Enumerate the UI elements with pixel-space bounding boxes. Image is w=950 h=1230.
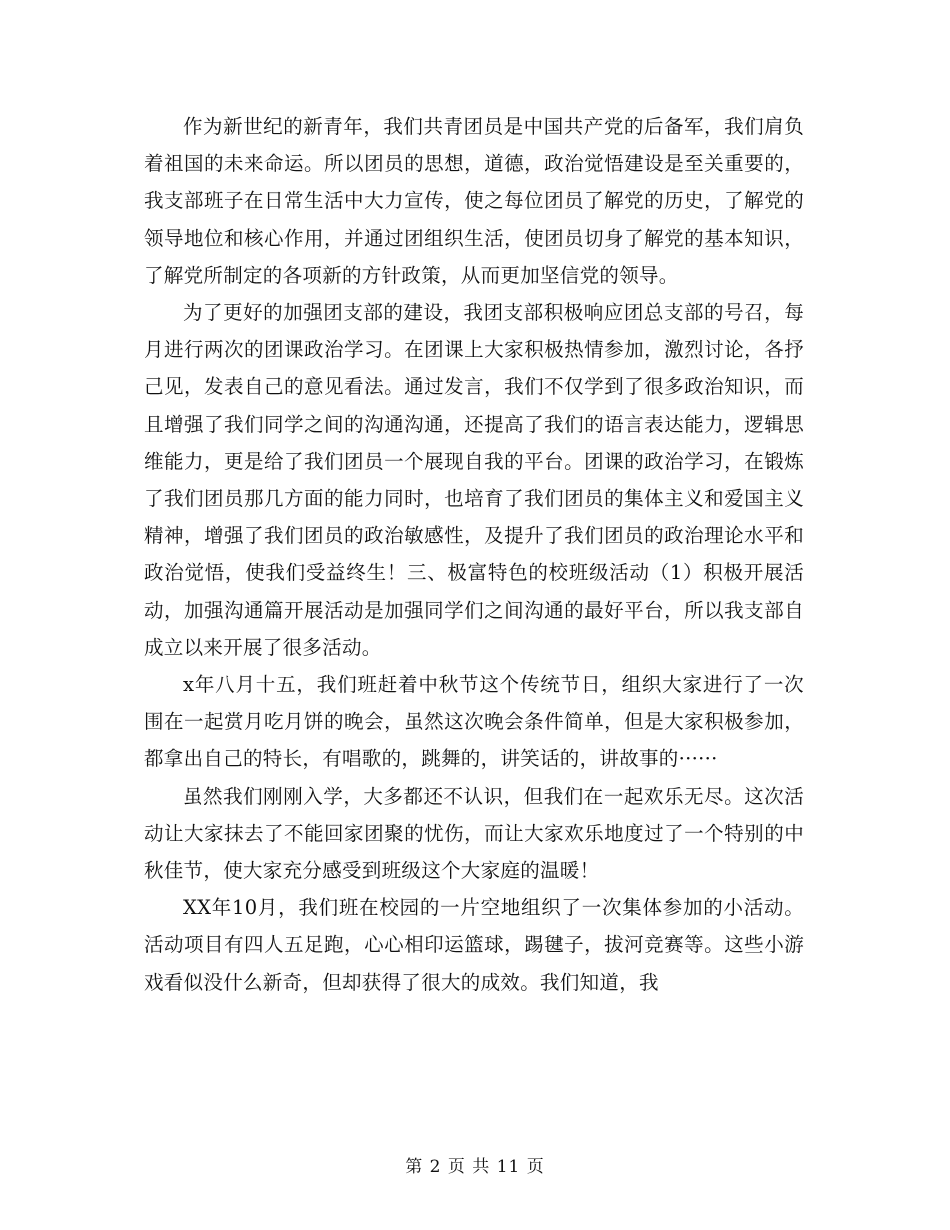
page-number-footer: 第 2 页 共 11 页 bbox=[405, 1157, 545, 1177]
paragraph-2: 为了更好的加强团支部的建设，我团支部积极响应团总支部的号召，每月进行两次的团课政治学习。在团课上大家积极热情参加，激烈讨论，各抒己见，发表自己的意见看法。通过发言，我们不仅学到了很多政治知识，而且增强了我们同学之间的沟通沟通，还提高了我们的语言表达能力，逻辑思维能力，更是给了我们团员一个展现自我的平台。团课的政治学习，在锻炼了我们团员那几方面的能力同时，也培育了我们团员的集体主义和爱国主义精神，增强了我们团员的政治敏感性，及提升了我们团员的政治理论水平和政治觉悟，使我们受益终生！三、极富特色的校班级活动（1）积极开展活动，加强沟通篇开展活动是加强同学们之间沟通的最好平台，所以我支部自成立以来开展了很多活动。 bbox=[144, 301, 804, 659]
paragraph-4: 虽然我们刚刚入学，大多都还不认识，但我们在一起欢乐无尽。这次活动让大家抹去了不能回家团聚的忧伤，而让大家欢乐地度过了一个特别的中秋佳节，使大家充分感受到班级这个大家庭的温暖！ bbox=[144, 784, 804, 883]
paragraph-5: XX年10月，我们班在校园的一片空地组织了一次集体参加的小活动。活动项目有四人五足跑，心心相印运篮球，踢毽子，拔河竞赛等。这些小游戏看似没什么新奇，但却获得了很大的成效。我们知道，我 bbox=[144, 896, 804, 994]
paragraph-1: 作为新世纪的新青年，我们共青团员是中国共产党的后备军，我们肩负着祖国的未来命运。所以团员的思想，道德，政治觉悟建设是至关重要的，我支部班子在日常生活中大力宣传，使之每位团员了解党的历史，了解党的领导地位和核心作用，并通过团组织生活，使团员切身了解党的基本知识，了解党所制定的各项新的方针政策，从而更加坚信党的领导。 bbox=[144, 115, 804, 287]
paragraph-3: x年八月十五，我们班赶着中秋节这个传统节日，组织大家进行了一次围在一起赏月吃月饼的晚会，虽然这次晚会条件简单，但是大家积极参加，都拿出自己的特长，有唱歌的，跳舞的，讲笑话的，讲故事的······ bbox=[144, 673, 804, 771]
body-text bbox=[144, 108, 804, 1001]
